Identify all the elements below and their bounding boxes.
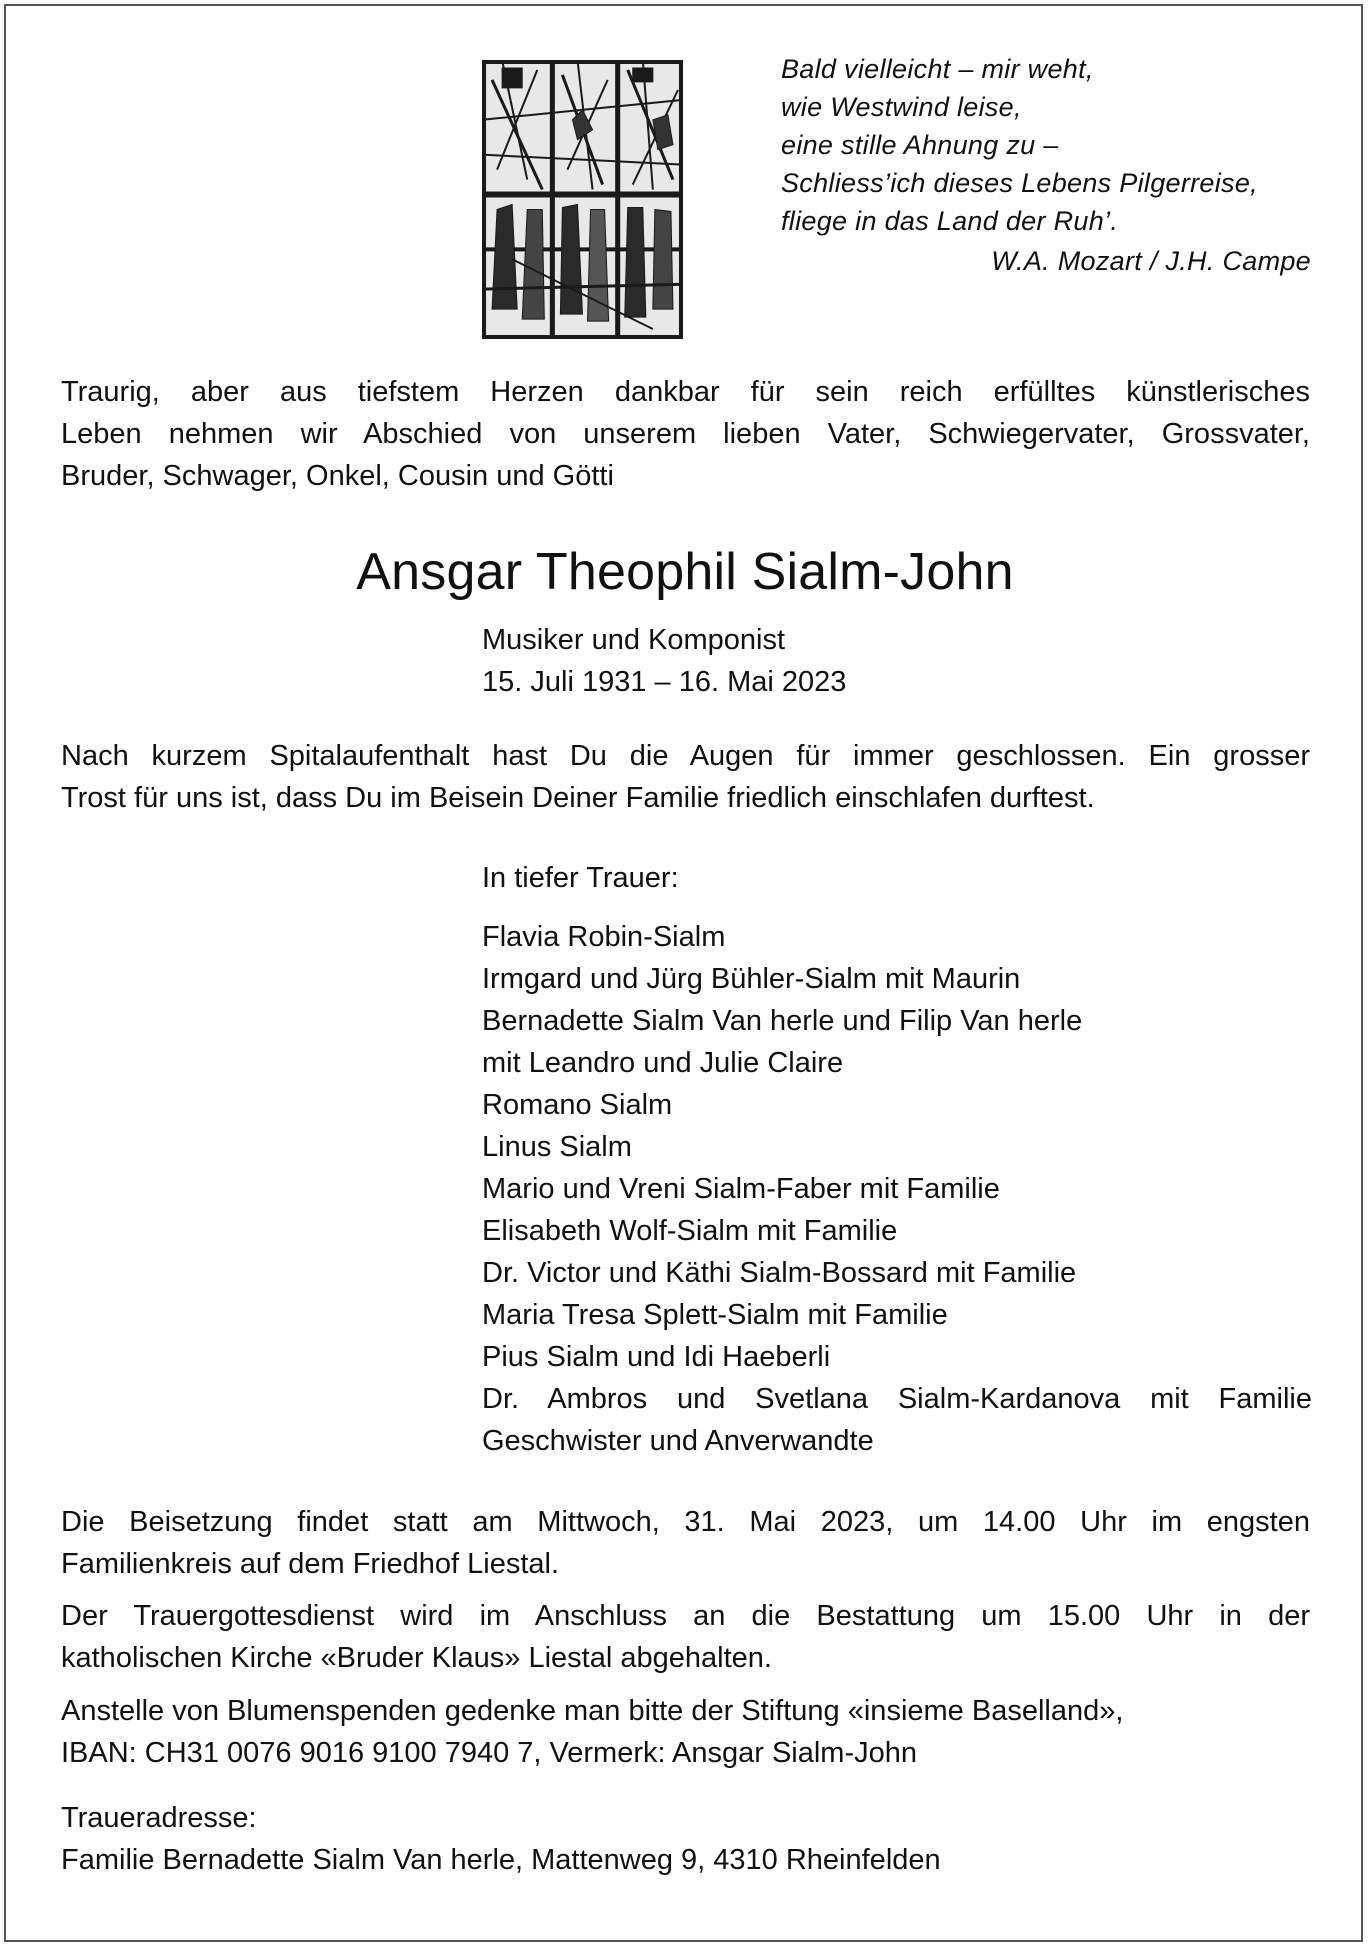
poem-line: fliege in das Land der Ruh’. bbox=[781, 206, 1119, 236]
deceased-dates: 15. Juli 1931 – 16. Mai 2023 bbox=[482, 666, 847, 698]
message-line: Nach kurzem Spitalaufenthalt hast Du die Augen für immer geschlossen. Ein grosser bbox=[61, 740, 1310, 772]
mourner-name: Dr. Ambros und Svetlana Sialm-Kardanova mit Familie bbox=[482, 1383, 1312, 1415]
service-line: Der Trauergottesdienst wird im Anschluss an die Bestattung um 15.00 Uhr in der bbox=[61, 1600, 1310, 1632]
intro-line: Leben nehmen wir Abschied von unserem lieben Vater, Schwiegervater, Grossvater, bbox=[61, 418, 1310, 450]
deceased-profession: Musiker und Komponist bbox=[482, 624, 786, 656]
poem-line: eine stille Ahnung zu – bbox=[781, 130, 1059, 160]
donation-line: Anstelle von Blumenspenden gedenke man bitte der Stiftung «insieme Baselland», bbox=[61, 1695, 1124, 1727]
poem-line: wie Westwind leise, bbox=[781, 92, 1022, 122]
mourner-name: Bernadette Sialm Van herle und Filip Van herle bbox=[482, 1005, 1083, 1037]
mourner-name: mit Leandro und Julie Claire bbox=[482, 1047, 844, 1079]
deceased-details bbox=[482, 619, 1312, 703]
poem-line: Bald vielleicht – mir weht, bbox=[781, 54, 1094, 84]
service-paragraph bbox=[61, 1595, 1310, 1679]
mourner-name: Flavia Robin-Sialm bbox=[482, 921, 726, 953]
mourner-name: Linus Sialm bbox=[482, 1131, 632, 1163]
mourner-name: Pius Sialm und Idi Haeberli bbox=[482, 1341, 831, 1373]
service-line: katholischen Kirche «Bruder Klaus» Liestal abgehalten. bbox=[61, 1642, 772, 1674]
mourner-name: Romano Sialm bbox=[482, 1089, 673, 1121]
message-paragraph bbox=[61, 735, 1310, 819]
mourner-name: Irmgard und Jürg Bühler-Sialm mit Maurin bbox=[482, 963, 1021, 995]
mourner-name: Mario und Vreni Sialm-Faber mit Familie bbox=[482, 1173, 1000, 1205]
mourner-name: Maria Tresa Splett-Sialm mit Familie bbox=[482, 1299, 948, 1331]
address-label: Traueradresse: bbox=[61, 1802, 257, 1834]
poem-author: W.A. Mozart / J.H. Campe bbox=[991, 246, 1311, 276]
poem-quote bbox=[781, 50, 1311, 280]
address-block bbox=[61, 1797, 1310, 1881]
intro-paragraph bbox=[61, 371, 1310, 497]
donation-paragraph bbox=[61, 1690, 1310, 1774]
mourner-name: Geschwister und Anverwandte bbox=[482, 1425, 874, 1457]
message-line: Trost für uns ist, dass Du im Beisein Deiner Familie friedlich einschlafen durftest. bbox=[61, 782, 1095, 814]
intro-line: Traurig, aber aus tiefstem Herzen dankbar für sein reich erfülltes künstlerisches bbox=[61, 376, 1310, 408]
mourner-name: Dr. Victor und Käthi Sialm-Bossard mit Familie bbox=[482, 1257, 1077, 1289]
mourner-name: Elisabeth Wolf-Sialm mit Familie bbox=[482, 1215, 898, 1247]
donation-line: IBAN: CH31 0076 9016 9100 7940 7, Vermerk: Ansgar Sialm-John bbox=[61, 1737, 918, 1769]
mourners-heading: In tiefer Trauer: bbox=[482, 862, 679, 894]
burial-paragraph bbox=[61, 1501, 1310, 1585]
deceased-name: Ansgar Theophil Sialm-John bbox=[356, 543, 1014, 601]
burial-line: Die Beisetzung findet statt am Mittwoch, 31. Mai 2023, um 14.00 Uhr im engsten bbox=[61, 1506, 1310, 1538]
address-value: Familie Bernadette Sialm Van herle, Mattenweg 9, 4310 Rheinfelden bbox=[61, 1844, 941, 1876]
burial-line: Familienkreis auf dem Friedhof Liestal. bbox=[61, 1548, 560, 1580]
intro-line: Bruder, Schwager, Onkel, Cousin und Götti bbox=[61, 460, 614, 492]
stained-glass-artwork bbox=[482, 60, 683, 339]
poem-line: Schliess’ich dieses Lebens Pilgerreise, bbox=[781, 168, 1258, 198]
mourners-list bbox=[482, 916, 1312, 1462]
